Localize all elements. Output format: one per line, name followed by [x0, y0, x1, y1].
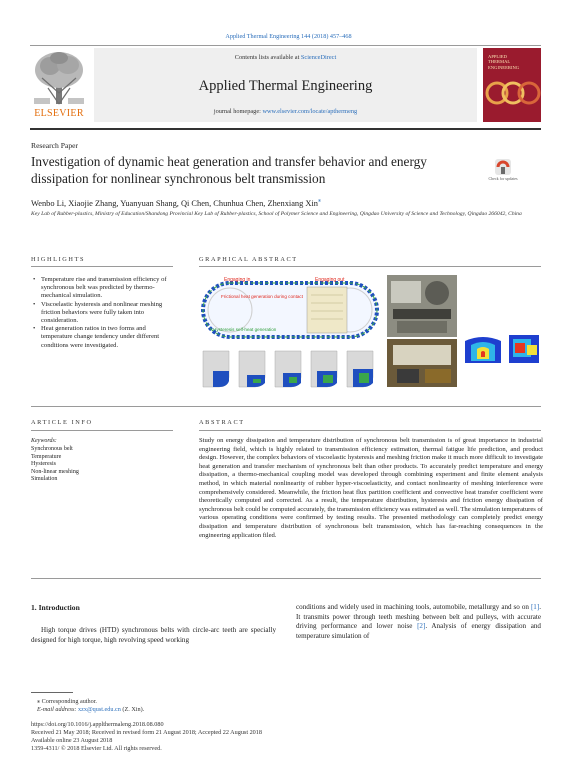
lab-equipment-photo	[387, 339, 457, 387]
keywords-list	[31, 446, 79, 484]
cover-title-line: APPLIED	[488, 54, 507, 59]
intro-text-segment: . Analysis of energy dissipation and temperature simulation of	[296, 622, 541, 640]
keyword: Temperature	[31, 453, 62, 460]
highlight-item: • Temperature rise and transmission efficiency of synchronous belt was predicted by thermo-mechanical simulation.	[31, 276, 173, 301]
journal-homepage-link[interactable]: www.elsevier.com/locate/apthermeng	[262, 108, 358, 115]
affiliation: Key Lab of Rubber-plastics, Ministry of Education/Shandong Provincial Key Lab of Rubber-plastics, School of Polymer Science and Engineering, Qingdao University of Science and Technology, Qingdao 266042, China	[31, 211, 522, 217]
journal-homepage-line	[94, 108, 477, 115]
available-online: Available online 23 August 2018	[31, 737, 113, 744]
introduction-right-column	[296, 603, 541, 641]
article-title: Investigation of dynamic heat generation and transfer behavior and energy dissipation for nonlinear synchronous belt transmission	[31, 154, 427, 186]
frictional-heat-label: Frictional heat generation during contact	[221, 294, 303, 299]
highlights-list	[31, 276, 173, 350]
keyword: Synchronous belt	[31, 446, 73, 452]
graphical-abstract-figure[interactable]	[199, 275, 541, 395]
elsevier-logo[interactable]	[30, 48, 88, 122]
keyword: Non-linear meshing	[31, 468, 79, 475]
elsevier-wordmark: ELSEVIER	[34, 108, 84, 119]
belt-diagram	[199, 275, 381, 343]
journal-name: Applied Thermal Engineering	[198, 78, 373, 94]
graphical-abstract-rule	[199, 266, 541, 267]
header-rule	[30, 128, 541, 130]
sciencedirect-link[interactable]: ScienceDirect	[300, 54, 337, 61]
reference-link[interactable]: [2]	[417, 622, 426, 631]
copyright-line: 1359-4311/ © 2018 Elsevier Ltd. All rights reserved.	[31, 745, 162, 752]
check-for-updates-icon[interactable]	[488, 158, 518, 188]
cover-title-line: ENGINEERING	[488, 64, 520, 70]
email-line	[37, 706, 144, 713]
keyword: Simulation	[31, 476, 58, 483]
cover-title-line: THERMAL	[488, 59, 511, 65]
contents-prefix: Contents lists available at	[234, 54, 300, 61]
email-label: E-mail address:	[37, 706, 77, 713]
highlight-item: • Viscoelastic hysteresis and nonlinear meshing friction behaviors were fully taken into consideration.	[31, 301, 173, 326]
top-rule	[30, 45, 541, 46]
cover-art-icon	[483, 74, 541, 112]
intro-text-segment: conditions and widely used in machining tools, automobile, metallurgy and so on	[296, 603, 529, 611]
elsevier-tree-icon	[30, 48, 88, 106]
abstract-heading: ABSTRACT	[199, 419, 245, 426]
graphical-abstract-heading: GRAPHICAL ABSTRACT	[199, 256, 298, 263]
reference-link[interactable]: [1]	[530, 603, 540, 611]
journal-reference[interactable]: Applied Thermal Engineering 144 (2018) 457–468	[225, 33, 352, 40]
tooth-section-5	[347, 351, 373, 387]
check-for-updates-label: Check for updates	[488, 176, 518, 181]
journal-masthead	[94, 48, 477, 122]
keywords-title: Keywords:	[31, 438, 57, 444]
highlight-item: • Heat generation ratios in two forms and temperature change tendency under different conditions were investigated.	[31, 325, 173, 350]
tooth-section-3	[275, 351, 301, 387]
homepage-prefix: journal homepage:	[213, 108, 261, 115]
abstract-rule	[199, 430, 541, 431]
highlights-heading: HIGHLIGHTS	[31, 256, 86, 263]
belt-tooth-sections	[199, 347, 385, 391]
contents-line	[94, 54, 477, 61]
abstract-bottom-rule	[31, 578, 541, 579]
received-dates: Received 21 May 2018; Received in revised form 21 August 2018; Accepted 22 August 2018	[31, 729, 262, 736]
article-info-heading: ARTICLE INFO	[31, 419, 93, 426]
email-link[interactable]: xzx@qust.edu.cn	[78, 706, 121, 713]
abstract-text: Study on energy dissipation and temperature distribution of synchronous belt transmission is of great importance in industrial engineering field, which is highly related to transmission efficiency estimation, thermal fatigue life prediction, and product design. However, the complex behaviors of viscoelastic hysteresis and meshing friction make it much more difficult to investigate heat generation and transfer mechanism of synchronous belt than other products. To accurately predict temperature and energy dissipation, a thermo-mechanical coupling model was developed through combining experiment and finite element analysis method, in which material nonlinearity of rubber hyper-viscoelasticity, and contact nonlinearity of meshing interference were comprehensively considered. Meanwhile, the friction heat flux partition coefficient and convective heat transfer coefficient were theoretically computed and corrected. As a result, the temperature distribution, hysteresis and friction energy dissipation of synchronous belt could be computed accurately, the transmission efficiency was estimated as well. The simulation temperatures of various operating conditions were confirmed by testing results. The presented methodology can completely predict energy dissipation and temperature distribution of synchronous belt transmission, which has far-reaching consequences in the engineering application filed.	[199, 437, 543, 539]
keyword: Hysteresis	[31, 461, 56, 468]
introduction-left-column: High torque drives (HTD) synchronous belts with circle-arc teeth are specially designed for high torque, high revolving speed working	[31, 626, 276, 644]
author-list	[31, 197, 321, 208]
author-names: Wenbo Li, Xiaojie Zhang, Yuanyuan Shang, Qi Chen, Chunhua Chen, Zhenxiang Xin	[31, 198, 318, 208]
corresponding-author-note: ⁎ Corresponding author.	[37, 698, 97, 705]
tooth-section-4	[311, 351, 337, 387]
corresponding-author-mark[interactable]: ⁎	[317, 198, 321, 204]
introduction-heading: 1. Introduction	[31, 603, 80, 612]
hysteresis-heat-label: Hysteresis self-heat generation	[213, 327, 277, 332]
doi-link[interactable]: https://doi.org/10.1016/j.applthermaleng.2018.08.080	[31, 721, 164, 728]
engaging-out-label: Engaging out	[315, 277, 345, 283]
test-rig-photo	[387, 275, 457, 337]
footnote-rule	[31, 692, 73, 693]
engaging-in-label: Engaging in	[224, 277, 251, 283]
cover-title	[488, 54, 519, 70]
highlights-rule	[31, 266, 173, 267]
tooth-section-2	[239, 351, 265, 387]
heat-flux-contour-plot	[507, 331, 541, 367]
section-divider	[31, 406, 541, 407]
tooth-section-1	[203, 351, 229, 387]
article-type: Research Paper	[31, 141, 79, 150]
journal-cover-image[interactable]	[483, 48, 541, 122]
intro-text-segment: . It transmits power through teeth meshing between belt and pulleys, with accurate driving performance and lower noise	[296, 603, 541, 631]
article-info-rule	[31, 430, 173, 431]
email-suffix: (Z. Xin).	[122, 706, 145, 713]
temperature-contour-plot	[461, 331, 505, 367]
